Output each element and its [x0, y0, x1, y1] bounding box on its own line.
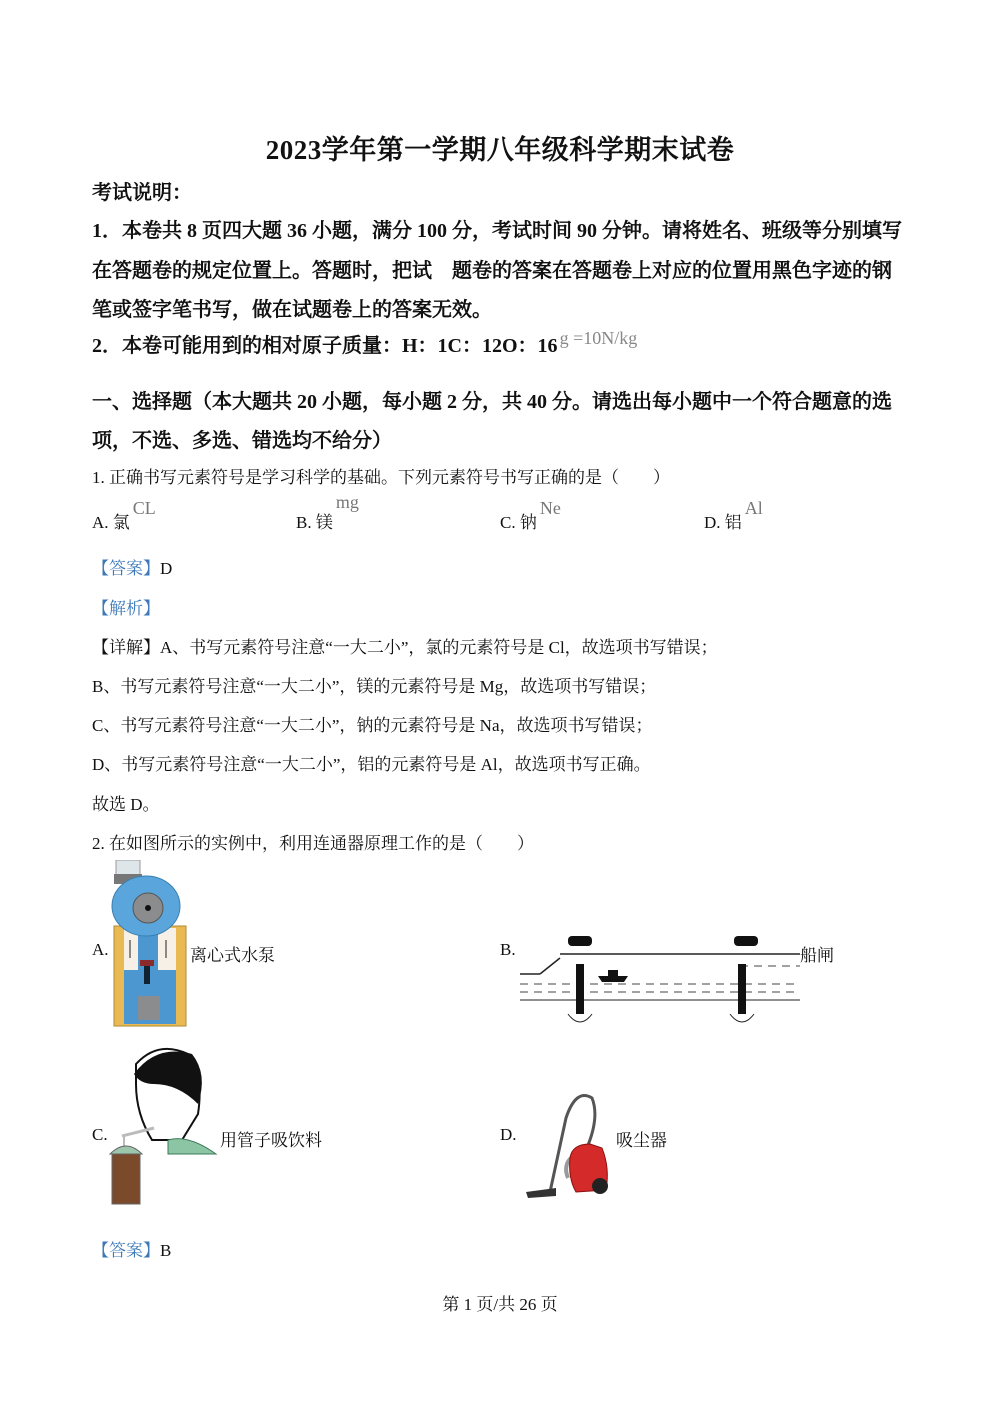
q1-stem: 1. 正确书写元素符号是学习科学的基础。下列元素符号书写正确的是（ ）	[92, 468, 670, 487]
instructions-heading: 考试说明：	[92, 182, 192, 204]
option-label: B. 镁	[296, 513, 333, 532]
q2-option-a-label: A.	[92, 940, 109, 959]
ship-lock-image	[520, 930, 800, 1030]
q1-detail-line: C、书写元素符号注意“一大二小”，钠的元素符号是 Na，故选项书写错误；	[92, 716, 653, 735]
q2-option-b-label: B.	[500, 940, 516, 959]
option-symbol: Al	[744, 498, 763, 518]
vacuum-cleaner-image	[520, 1088, 620, 1206]
q1-detail-line: 故选 D。	[92, 795, 160, 814]
answer-value: B	[160, 1241, 172, 1260]
section-heading-line-1: 一、选择题（本大题共 20 小题，每小题 2 分，共 40 分。请选出每小题中一个符合题意的选	[92, 391, 892, 413]
q1-analysis-tag: 【解析】	[92, 599, 160, 618]
q1-detail-line: 【详解】A、书写元素符号注意“一大二小”，氯的元素符号是 Cl，故选项书写错误；	[92, 638, 718, 657]
option-label: D. 铝	[704, 513, 742, 532]
q2-answer	[92, 1236, 171, 1261]
option-label: A. 氯	[92, 513, 130, 532]
centrifugal-pump-image	[108, 860, 198, 1028]
option-symbol: Ne	[539, 498, 561, 518]
q1-option-d	[704, 498, 763, 533]
q1-option-c	[500, 498, 561, 533]
page-footer: 第 1 页/共 26 页	[442, 1295, 558, 1314]
q2-option-b-caption: 船闸	[800, 946, 834, 965]
q1-option-b	[296, 492, 359, 533]
q1-detail-line: D、书写元素符号注意“一大二小”，铝的元素符号是 Al，故选项书写正确。	[92, 755, 651, 774]
q1-detail-line: B、书写元素符号注意“一大二小”，镁的元素符号是 Mg，故选项书写错误；	[92, 677, 657, 696]
q1-option-a	[92, 498, 156, 533]
section-heading-line-2: 项，不选、多选、错选均不给分）	[92, 430, 392, 452]
q2-option-d-caption: 吸尘器	[616, 1131, 667, 1150]
instruction-line-1: 1．本卷共 8 页四大题 36 小题，满分 100 分，考试时间 90 分钟。请将姓名、班级等分别填写	[92, 220, 902, 242]
q2-stem: 2. 在如图所示的实例中，利用连通器原理工作的是（ ）	[92, 834, 534, 853]
answer-tag: 【答案】	[92, 559, 160, 578]
option-symbol: CL	[132, 498, 156, 518]
q1-answer	[92, 554, 172, 579]
q2-option-d-label: D.	[500, 1125, 517, 1144]
instruction-line-3: 笔或签字笔书写，做在试题卷上的答案无效。	[92, 299, 492, 321]
straw-drinking-image	[108, 1044, 220, 1208]
option-label: C. 钠	[500, 513, 537, 532]
answer-tag: 【答案】	[92, 1241, 160, 1260]
instruction-line-4	[92, 329, 637, 358]
exam-title: 2023学年第一学期八年级科学期末试卷	[265, 135, 735, 165]
q2-option-a-caption: 离心式水泵	[190, 946, 275, 965]
instruction-line-2: 在答题卷的规定位置上。答题时，把试 题卷的答案在答题卷上对应的位置用黑色字迹的钢	[92, 260, 892, 282]
q2-option-c-caption: 用管子吸饮料	[220, 1131, 322, 1150]
atomic-mass-text: 2．本卷可能用到的相对原子质量：H：1C：12O：16	[92, 335, 558, 357]
option-symbol: mg	[335, 492, 359, 512]
gravity-note: g =10N/kg	[559, 328, 638, 348]
q2-option-c-label: C.	[92, 1125, 108, 1144]
answer-value: D	[160, 559, 173, 578]
